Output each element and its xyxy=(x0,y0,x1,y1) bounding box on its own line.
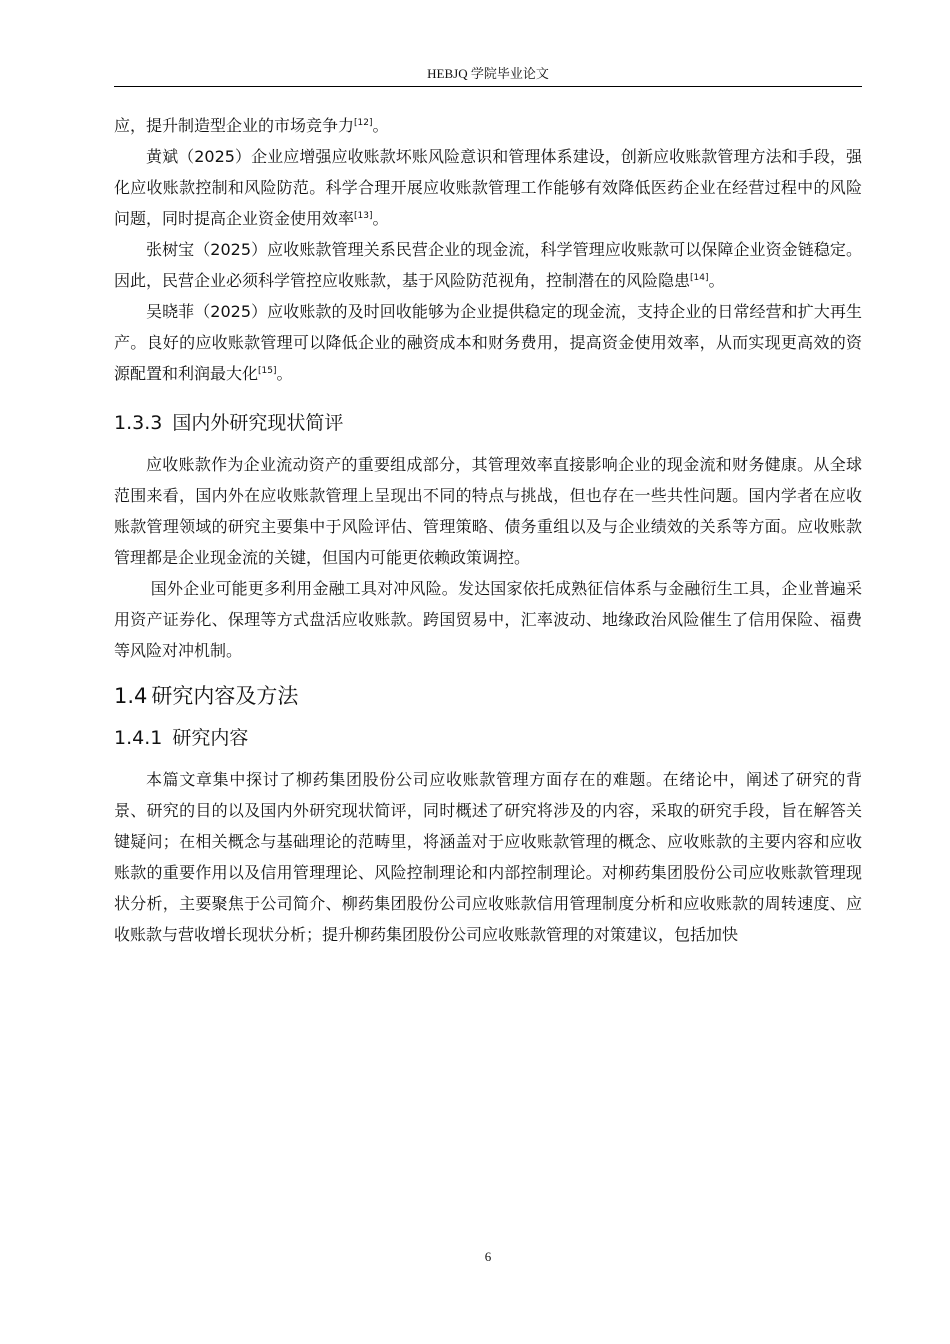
heading-1-4 xyxy=(114,681,862,711)
heading-number: 1.3.3 xyxy=(114,412,163,434)
heading-title: 研究内容 xyxy=(172,727,249,749)
paragraph-research-content: 本篇文章集中探讨了柳药集团股份公司应收账款管理方面存在的难题。在绪论中，阐述了研究的背景、研究的目的以及国内外研究现状简评，同时概述了研究将涉及的内容，采取的研究手段，旨在解答关键疑问；在相关概念与基础理论的范畴里，将涵盖对于应收账款管理的概念、应收账款的主要内容和应收账款的重要作用以及信用管理理论、风险控制理论和内部控制理论。对柳药集团股份公司应收账款管理现状分析，主要聚焦于公司简介、柳药集团股份公司应收账款信用管理制度分析和应收账款的周转速度、应收账款与营收增长现状分析；提升柳药集团股份公司应收账款管理的对策建议，包括加快 xyxy=(114,770,862,944)
paragraph-foreign-review: 国外企业可能更多利用金融工具对冲风险。发达国家依托成熟征信体系与金融衍生工具，企业普遍采用资产证券化、保理等方式盘活应收账款。跨国贸易中，汇率波动、地缘政治风险催生了信用保险、福费等风险对冲机制。 xyxy=(114,579,862,660)
citation-ref: [13] xyxy=(354,211,373,221)
citation-ref: [12] xyxy=(354,118,373,128)
citation-ref: [15] xyxy=(258,366,277,376)
paragraph-domestic-review: 应收账款作为企业流动资产的重要组成部分，其管理效率直接影响企业的现金流和财务健康。从全球范围来看，国内外在应收账款管理上呈现出不同的特点与挑战，但也存在一些共性问题。国内学者在应收账款管理领域的研究主要集中于风险评估、管理策略、债务重组以及与企业绩效的关系等方面。应收账款管理都是企业现金流的关键，但国内可能更依赖政策调控。 xyxy=(114,455,862,567)
citation-ref: [14] xyxy=(690,273,709,283)
page-header: HEBJQ 学院毕业论文 xyxy=(427,66,549,81)
paragraph-zhang-shubao: 张树宝（2025）应收账款管理关系民营企业的现金流，科学管理应收账款可以保障企业资金链稳定。因此，民营企业必须科学管控应收账款，基于风险防范视角，控制潜在的风险隐患[14]。 xyxy=(114,240,862,290)
heading-number: 1.4 xyxy=(114,684,148,708)
heading-1-3-3 xyxy=(114,409,862,437)
paragraph-huang-bin: 黄斌（2025）企业应增强应收账款坏账风险意识和管理体系建设，创新应收账款管理方法和手段，强化应收账款控制和风险防范。科学合理开展应收账款管理工作能够有效降低医药企业在经营过程中的风险问题，同时提高企业资金使用效率[13]。 xyxy=(114,147,862,228)
page-body xyxy=(114,110,862,950)
heading-title: 研究内容及方法 xyxy=(151,684,299,708)
paragraph-continuation: 应，提升制造型企业的市场竞争力[12]。 xyxy=(114,116,389,135)
header-rule xyxy=(114,86,862,87)
heading-1-4-1 xyxy=(114,724,862,752)
heading-title: 国内外研究现状简评 xyxy=(172,412,344,434)
heading-number: 1.4.1 xyxy=(114,727,163,749)
page-number: 6 xyxy=(484,1249,492,1264)
paragraph-wu-xiaofei: 吴晓菲（2025）应收账款的及时回收能够为企业提供稳定的现金流，支持企业的日常经营和扩大再生产。良好的应收账款管理可以降低企业的融资成本和财务费用，提高资金使用效率，从而实现更高效的资源配置和利润最大化[15]。 xyxy=(114,302,862,383)
